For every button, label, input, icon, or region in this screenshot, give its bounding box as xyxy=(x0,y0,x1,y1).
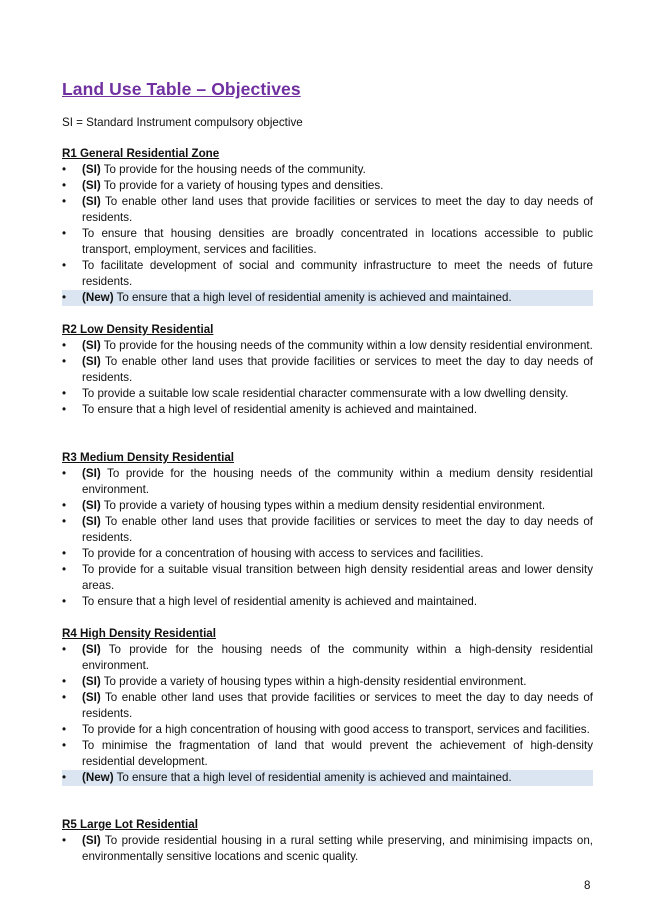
objective-tag: (SI) xyxy=(82,515,101,528)
objective-text: To provide for the housing needs of the community within a medium density residential environment. xyxy=(82,467,593,496)
objective-text: To provide a variety of housing types within a high-density residential environment. xyxy=(103,675,527,688)
zone-heading: R4 High Density Residential xyxy=(62,627,216,640)
objective-item xyxy=(62,498,593,514)
zone-heading: R2 Low Density Residential xyxy=(62,323,214,336)
bullet-icon: • xyxy=(62,515,67,528)
objective-tag: (SI) xyxy=(82,499,101,512)
bullet-icon: • xyxy=(62,227,67,240)
objective-tag: (SI) xyxy=(82,163,101,176)
objective-text: To provide for a suitable visual transition between high density residential areas and lower density areas. xyxy=(82,563,593,592)
subtitle: SI = Standard Instrument compulsory objective xyxy=(62,116,303,129)
bullet-icon: • xyxy=(62,691,67,704)
objective-item xyxy=(62,562,593,594)
objective-text: To ensure that a high level of residential amenity is achieved and maintained. xyxy=(116,291,512,304)
page-number: 8 xyxy=(584,879,591,892)
objective-text: To provide residential housing in a rural setting while preserving, and minimising impacts on, environmentally sensitive locations and scenic quality. xyxy=(82,834,593,863)
bullet-icon: • xyxy=(62,723,67,736)
objective-item xyxy=(62,546,593,562)
objective-item xyxy=(62,338,593,354)
objective-tag: (SI) xyxy=(82,179,101,192)
objective-tag: (SI) xyxy=(82,355,101,368)
bullet-icon: • xyxy=(62,179,67,192)
bullet-icon: • xyxy=(62,291,67,304)
objective-item xyxy=(62,162,593,178)
objective-text: To ensure that a high level of residential amenity is achieved and maintained. xyxy=(116,771,512,784)
objective-item xyxy=(62,194,593,226)
objective-item xyxy=(62,722,593,738)
objective-text: To enable other land uses that provide facilities or services to meet the day to day needs of residents. xyxy=(82,515,593,544)
objective-tag: (SI) xyxy=(82,339,101,352)
bullet-icon: • xyxy=(62,339,67,352)
objective-text: To provide for the housing needs of the community within a high-density residential environment. xyxy=(82,643,593,672)
objective-text: To enable other land uses that provide facilities or services to meet the day to day needs of residents. xyxy=(82,691,593,720)
objective-item xyxy=(62,466,593,498)
objective-text: To ensure that housing densities are broadly concentrated in locations accessible to public transport, employment, services and facilities. xyxy=(82,227,593,256)
objective-text: To provide for a variety of housing types and densities. xyxy=(103,179,384,192)
objective-tag: (New) xyxy=(82,291,114,304)
objective-text: To provide for the housing needs of the community. xyxy=(103,163,366,176)
objective-item xyxy=(62,226,593,258)
objective-text: To provide for a concentration of housing with access to services and facilities. xyxy=(82,547,484,560)
bullet-icon: • xyxy=(62,499,67,512)
objective-item xyxy=(62,402,593,418)
objective-text: To enable other land uses that provide facilities or services to meet the day to day needs of residents. xyxy=(82,195,593,224)
objective-item xyxy=(62,178,593,194)
objective-item xyxy=(62,386,593,402)
objective-item xyxy=(62,674,593,690)
objective-item xyxy=(62,833,593,865)
objective-text: To ensure that a high level of residential amenity is achieved and maintained. xyxy=(82,595,478,608)
objective-item-highlighted xyxy=(62,290,593,306)
objective-text: To ensure that a high level of residential amenity is achieved and maintained. xyxy=(82,403,478,416)
bullet-icon: • xyxy=(62,643,67,656)
objective-text: To facilitate development of social and community infrastructure to meet the needs of future residents. xyxy=(82,259,593,288)
zone-heading: R5 Large Lot Residential xyxy=(62,818,198,831)
objective-item xyxy=(62,738,593,770)
objective-tag: (SI) xyxy=(82,675,101,688)
objective-text: To provide a variety of housing types within a medium density residential environment. xyxy=(103,499,546,512)
bullet-icon: • xyxy=(62,547,67,560)
objective-item xyxy=(62,594,593,610)
objective-tag: (New) xyxy=(82,771,114,784)
page-title: Land Use Table – Objectives xyxy=(62,79,301,99)
objective-item xyxy=(62,354,593,386)
zone-r1 xyxy=(62,146,593,306)
objective-list xyxy=(62,162,593,306)
objective-item xyxy=(62,258,593,290)
bullet-icon: • xyxy=(62,563,67,576)
objective-text: To provide a suitable low scale residential character commensurate with a low dwelling density. xyxy=(82,387,569,400)
objective-item xyxy=(62,642,593,674)
zone-r4 xyxy=(62,626,593,786)
bullet-icon: • xyxy=(62,771,67,784)
objective-tag: (SI) xyxy=(82,643,101,656)
bullet-icon: • xyxy=(62,355,67,368)
objective-text: To enable other land uses that provide facilities or services to meet the day to day needs of residents. xyxy=(82,355,593,384)
bullet-icon: • xyxy=(62,163,67,176)
bullet-icon: • xyxy=(62,675,67,688)
zone-r5 xyxy=(62,817,593,865)
objective-list xyxy=(62,833,593,865)
objective-text: To minimise the fragmentation of land that would prevent the achievement of high-density residential development. xyxy=(82,739,593,768)
objective-text: To provide for a high concentration of housing with good access to transport, services and facilities. xyxy=(82,723,590,736)
zone-heading: R1 General Residential Zone xyxy=(62,147,220,160)
objective-list xyxy=(62,466,593,610)
bullet-icon: • xyxy=(62,467,67,480)
bullet-icon: • xyxy=(62,595,67,608)
bullet-icon: • xyxy=(62,834,67,847)
objective-item-highlighted xyxy=(62,770,593,786)
objective-list xyxy=(62,338,593,418)
objective-tag: (SI) xyxy=(82,467,101,480)
objective-tag: (SI) xyxy=(82,834,101,847)
bullet-icon: • xyxy=(62,387,67,400)
objective-item xyxy=(62,514,593,546)
objective-item xyxy=(62,690,593,722)
bullet-icon: • xyxy=(62,195,67,208)
objective-list xyxy=(62,642,593,786)
zone-r3 xyxy=(62,450,593,610)
zone-r2 xyxy=(62,322,593,418)
objective-tag: (SI) xyxy=(82,195,101,208)
bullet-icon: • xyxy=(62,403,67,416)
bullet-icon: • xyxy=(62,739,67,752)
objective-text: To provide for the housing needs of the community within a low density residential environment. xyxy=(103,339,593,352)
objective-tag: (SI) xyxy=(82,691,101,704)
zone-heading: R3 Medium Density Residential xyxy=(62,451,235,464)
bullet-icon: • xyxy=(62,259,67,272)
